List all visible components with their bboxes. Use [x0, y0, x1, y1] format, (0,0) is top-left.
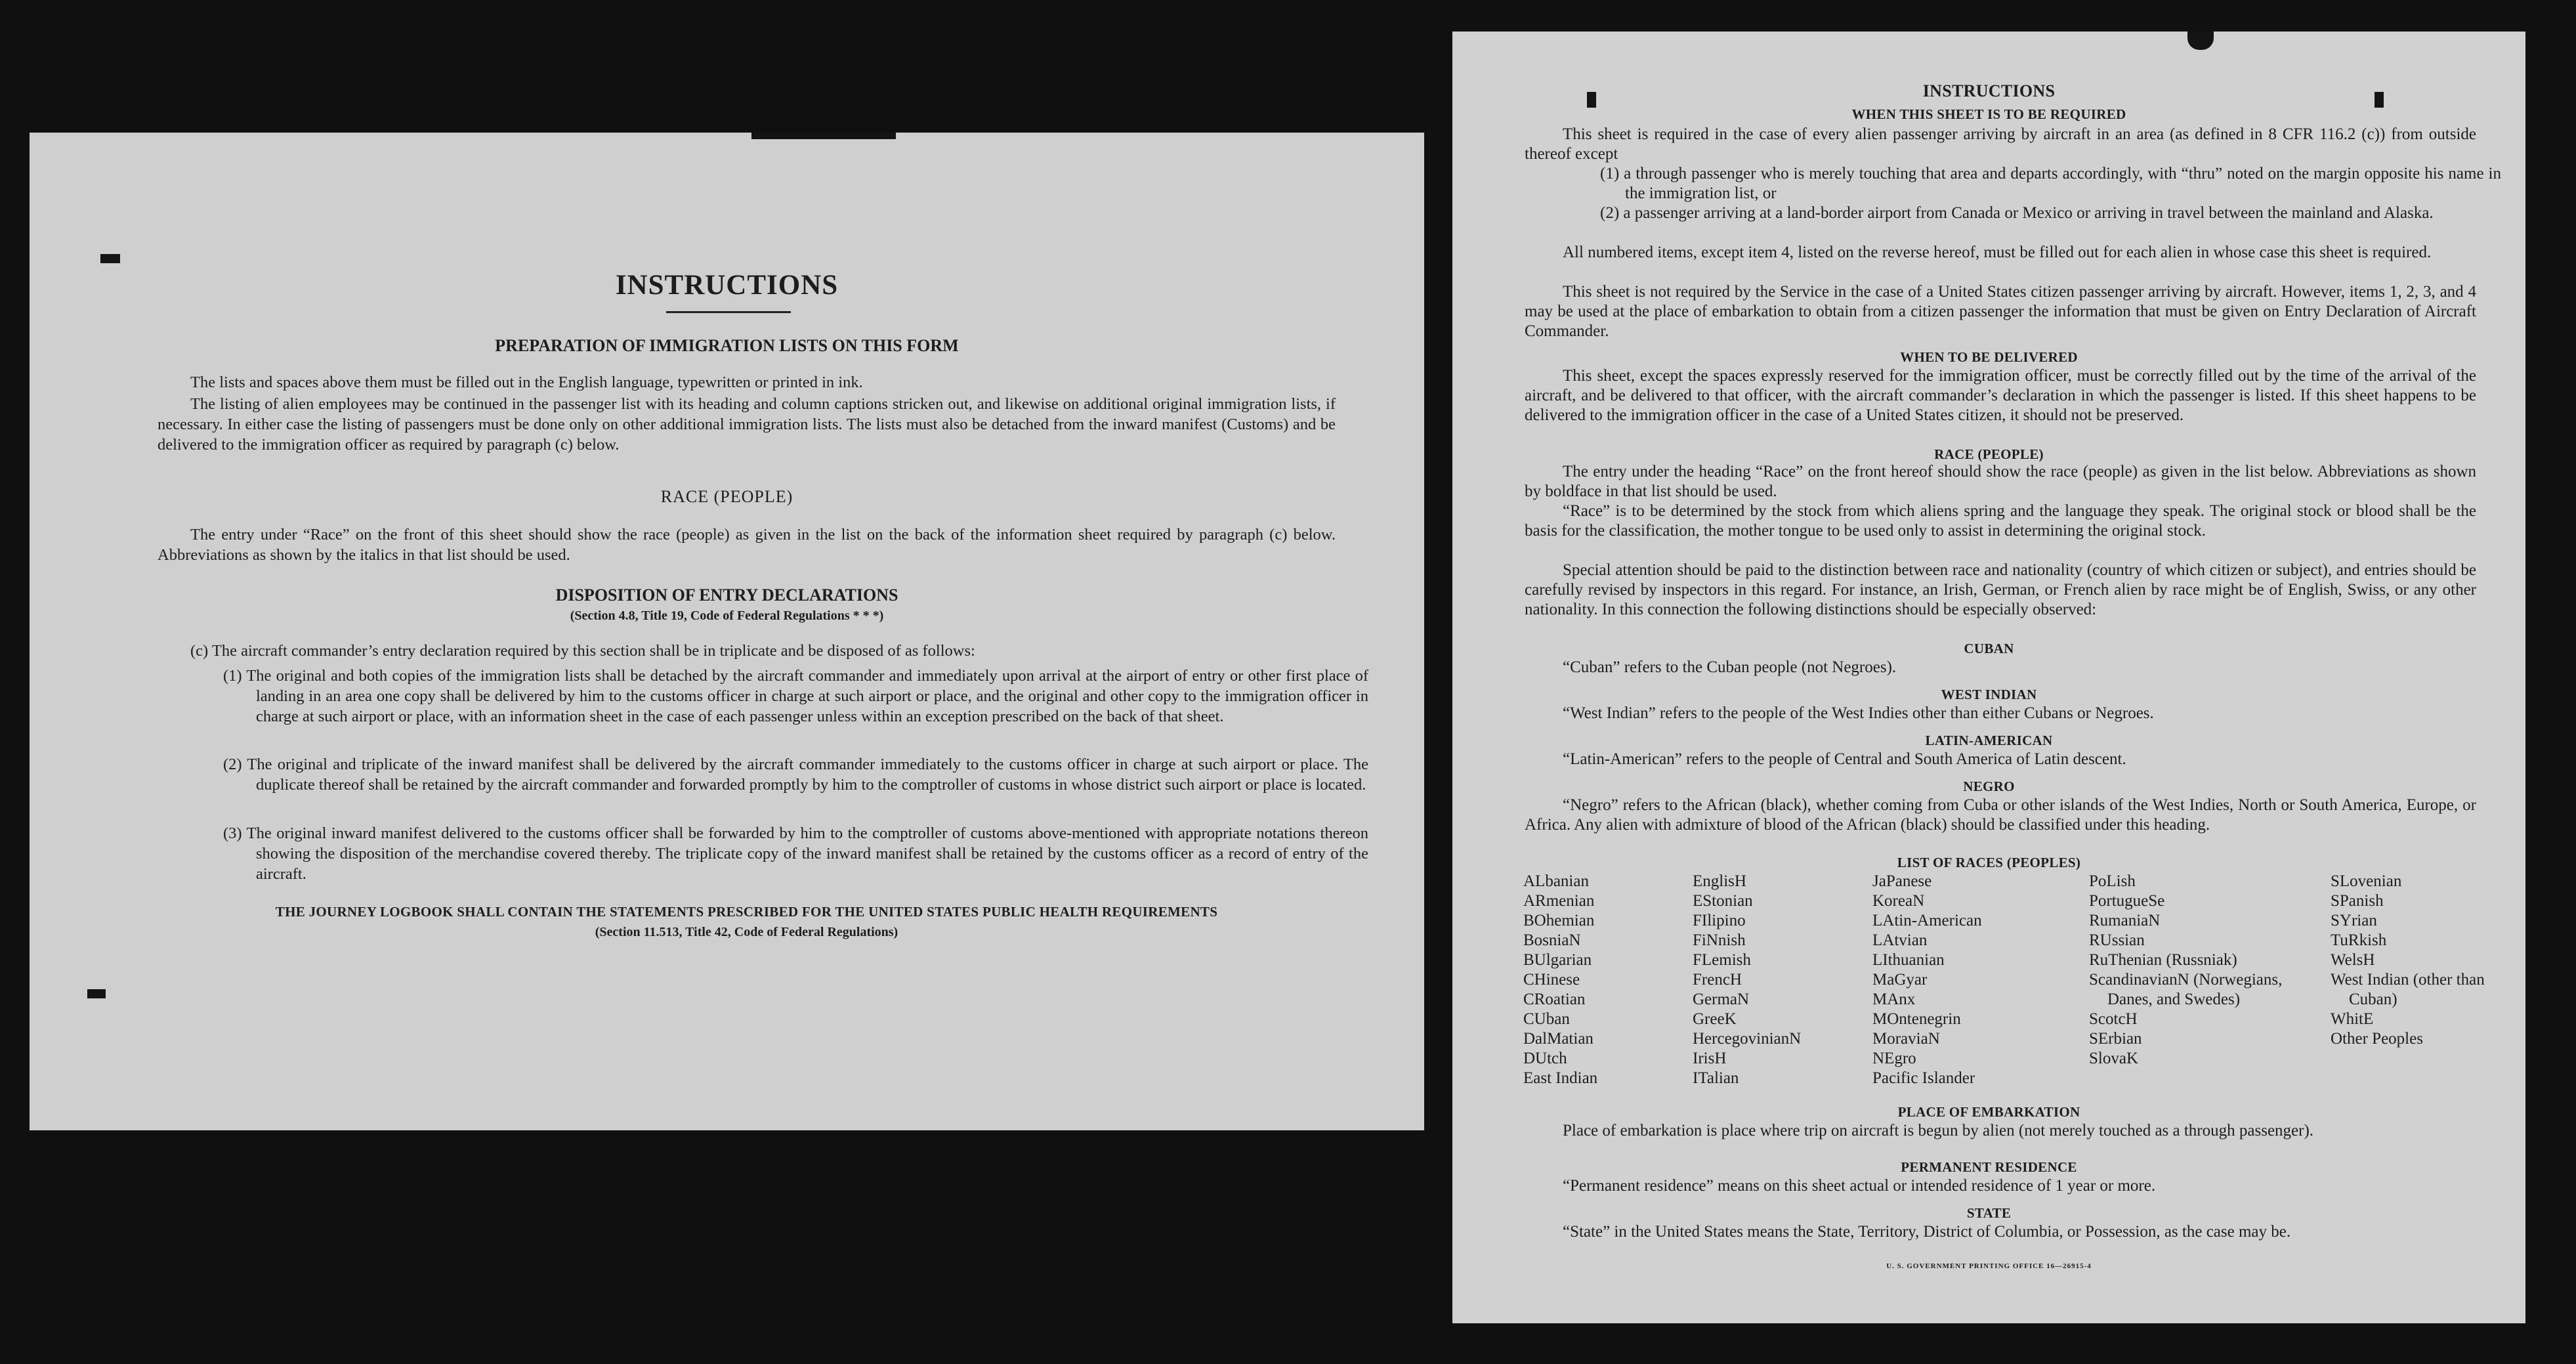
race-entry: EStonian — [1693, 892, 1753, 910]
race-entry: PoLish — [2089, 872, 2136, 890]
latin-american-heading: LATIN-AMERICAN — [1925, 733, 2053, 748]
race-entry: IrisH — [1693, 1050, 1727, 1067]
race-heading: RACE (PEOPLE) — [1934, 446, 2044, 462]
race-entry: SLovenian — [2331, 872, 2402, 890]
race-entry: PortugueSe — [2089, 892, 2165, 910]
race-entry: CUban — [1523, 1010, 1570, 1028]
required-item-1: (1) a through passenger who is merely touching that area and departs accordingly, with “thru” noted on the margin opposite his name in the immigration list, or — [1600, 165, 2501, 202]
prep-paragraph-1: The lists and spaces above them must be filled out in the English language, typewritten or printed in ink. — [190, 373, 863, 391]
race-entry: Other Peoples — [2331, 1030, 2423, 1048]
disposition-subheading: (Section 4.8, Title 19, Code of Federal Regulations * * *) — [570, 608, 884, 623]
right-title: INSTRUCTIONS — [1922, 81, 2056, 100]
prep-paragraph-2: The listing of alien employees may be continued in the passenger list with its heading and column captions stricken out, and likewise on additional original immigration lists, if necessary. In either case the listing of passengers must be done only on other additional immigration lists. The lists must also be detached from the inward manifest (Customs) and be delivered to the immigration officer as required by paragraph (c) below. — [158, 395, 1336, 454]
negro-heading: NEGRO — [1963, 778, 2015, 794]
required-paragraph-1: This sheet is required in the case of every alien passenger arriving by aircraft in an area (as defined in 8 CFR 116.2 (c)) from outside thereof except — [1525, 125, 2476, 163]
race-entry: Pacific Islander — [1872, 1069, 1975, 1087]
torn-edge — [2187, 32, 2214, 50]
race-paragraph-2: “Race” is to be determined by the stock from which aliens spring and the language they speak. The original stock or blood shall be the basis for the classification, the mother tongue to be used only to assist in determining the original stock. — [1525, 502, 2476, 540]
title-rule — [666, 311, 791, 313]
race-list-column-3 — [1872, 872, 2056, 1088]
race-entry: BUlgarian — [1523, 951, 1592, 969]
required-paragraph-3: This sheet is not required by the Service in the case of a United States citizen passenger arriving by aircraft. However, items 1, 2, 3, and 4 may be used at the place of embarkation to obtain from a citizen passenger the information that must be given on Entry Declaration of Aircraft Commander. — [1525, 283, 2476, 340]
race-entry: SPanish — [2331, 892, 2384, 910]
race-entry: ARmenian — [1523, 892, 1595, 910]
when-delivered-heading: WHEN TO BE DELIVERED — [1900, 349, 2078, 365]
race-entry: KoreaN — [1872, 892, 1925, 910]
punch-mark — [1587, 92, 1596, 108]
when-required-heading: WHEN THIS SHEET IS TO BE REQUIRED — [1851, 106, 2126, 122]
logbook-statement: THE JOURNEY LOGBOOK SHALL CONTAIN THE STATEMENTS PRESCRIBED FOR THE UNITED STATES PUBLIC HEALTH REQUIREMENTS — [275, 904, 1218, 920]
race-entry: SYrian — [2331, 912, 2377, 929]
race-entry: WelsH — [2331, 951, 2375, 969]
race-entry: East Indian — [1523, 1069, 1598, 1087]
left-instruction-sheet — [30, 133, 1424, 1130]
punch-mark — [2375, 92, 2384, 108]
race-entry: EnglisH — [1693, 872, 1746, 890]
race-paragraph: The entry under “Race” on the front of this sheet should show the race (people) as given in the list on the back of the information sheet required by paragraph (c) below. Abbreviations as shown by the italics in that list should be used. — [158, 526, 1336, 564]
race-entry: GermaN — [1693, 991, 1750, 1008]
cuban-paragraph: “Cuban” refers to the Cuban people (not Negroes). — [1563, 658, 1897, 676]
race-heading: RACE (PEOPLE) — [660, 487, 793, 506]
negro-paragraph: “Negro” refers to the African (black), whether coming from Cuba or other islands of the West Indies, North or South America, Europe, or Africa. Any alien with admixture of blood of the African (black) should be classified under this heading. — [1525, 796, 2476, 834]
race-entry: GreeK — [1693, 1010, 1737, 1028]
race-entry: NEgro — [1872, 1050, 1916, 1067]
race-entry: MaGyar — [1872, 971, 1928, 989]
race-entry: FiNnish — [1693, 931, 1746, 949]
race-entry: TuRkish — [2331, 931, 2387, 949]
race-entry: FLemish — [1693, 951, 1751, 969]
race-entry: RuThenian (Russniak) — [2089, 951, 2237, 969]
race-entry: West Indian (other than Cuban) — [2331, 971, 2485, 1008]
cuban-heading: CUBAN — [1964, 641, 2014, 656]
left-title: INSTRUCTIONS — [615, 270, 839, 301]
race-entry: BosniaN — [1523, 931, 1581, 949]
prep-heading: PREPARATION OF IMMIGRATION LISTS ON THIS FORM — [495, 336, 959, 355]
race-entry: ALbanian — [1523, 872, 1589, 890]
delivered-paragraph: This sheet, except the spaces expressly reserved for the immigration officer, must be correctly filled out by the time of the arrival of the aircraft, and be delivered to that officer, with the aircraft commander’s declaration in which the passenger is listed. If this sheet happens to be delivered to the immigration officer in the case of a United States citizen, it should not be preserved. — [1525, 367, 2476, 424]
race-entry: RUssian — [2089, 931, 2145, 949]
race-entry: HercegovinianN — [1693, 1030, 1802, 1048]
required-paragraph-2: All numbered items, except item 4, listed on the reverse hereof, must be filled out for each alien in whose case this sheet is required. — [1563, 244, 2432, 261]
race-entry: LIthuanian — [1872, 951, 1945, 969]
embarkation-heading: PLACE OF EMBARKATION — [1897, 1104, 2080, 1120]
race-list-column-4 — [2089, 872, 2299, 1069]
disposition-item-1: (1) The original and both copies of the immigration lists shall be detached by the aircraft commander and immediately upon arrival at the airport of entry or other first place of landing in an area one copy shall be delivered by him to the customs officer in charge at such airport or place, and the original and other copy to the immigration officer in charge at such airport or place, with an information sheet in the case of each passenger unless within an exception prescribed on the back of that sheet. — [223, 667, 1368, 725]
logbook-citation: (Section 11.513, Title 42, Code of Federal Regulations) — [595, 925, 898, 939]
race-entry: WhitE — [2331, 1010, 2374, 1028]
printing-office-footer: U. S. GOVERNMENT PRINTING OFFICE 16—26915-4 — [1886, 1262, 2092, 1270]
state-paragraph: “State” in the United States means the State, Territory, District of Columbia, or Possession, as the case may be. — [1563, 1223, 2291, 1241]
race-entry: BOhemian — [1523, 912, 1595, 929]
race-entry: ScotcH — [2089, 1010, 2138, 1028]
race-list-column-5 — [2331, 872, 2488, 1049]
race-entry: MoraviaN — [1872, 1030, 1940, 1048]
west-indian-paragraph: “West Indian” refers to the people of the West Indies other than either Cubans or Negroes. — [1563, 704, 2154, 722]
race-entry: DUtch — [1523, 1050, 1567, 1067]
race-entry: MAnx — [1872, 991, 1916, 1008]
race-entry: ITalian — [1693, 1069, 1739, 1087]
permanent-residence-heading: PERMANENT RESIDENCE — [1901, 1159, 2077, 1175]
punch-mark — [87, 989, 106, 998]
race-entry: MOntenegrin — [1872, 1010, 1961, 1028]
race-entry: FrencH — [1693, 971, 1742, 989]
race-paragraph-3: Special attention should be paid to the distinction between race and nationality (country of which citizen or subject), and entries should be carefully revised by inspectors in this regard. For instance, an Irish, German, or French alien by race might be of English, Swiss, or any other nationality. In this connection the following distinctions should be especially observed: — [1525, 561, 2476, 618]
race-entry: SErbian — [2089, 1030, 2142, 1048]
latin-american-paragraph: “Latin-American” refers to the people of Central and South America of Latin descent. — [1563, 750, 2126, 768]
race-entry: RumaniaN — [2089, 912, 2161, 929]
embarkation-paragraph: Place of embarkation is place where trip on aircraft is begun by alien (not merely touched as a through passenger). — [1563, 1122, 2314, 1140]
race-list-column-2 — [1693, 872, 1857, 1088]
race-list-column-1 — [1523, 872, 1687, 1088]
right-instruction-sheet — [1452, 32, 2525, 1323]
torn-edge — [751, 133, 896, 139]
west-indian-heading: WEST INDIAN — [1941, 687, 2037, 702]
disposition-intro: (c) The aircraft commander’s entry declaration required by this section shall be in triplicate and be disposed of as follows: — [190, 642, 975, 660]
race-entry: LAtin-American — [1872, 912, 1982, 929]
race-entry: SlovaK — [2089, 1050, 2138, 1067]
race-entry: CHinese — [1523, 971, 1580, 989]
punch-mark — [100, 254, 120, 263]
race-list — [1523, 872, 2488, 1095]
race-list-heading: LIST OF RACES (PEOPLES) — [1897, 855, 2081, 870]
race-entry: ScandinavianN (Norwegians, Danes, and Swedes) — [2089, 971, 2283, 1008]
disposition-item-2: (2) The original and triplicate of the inward manifest shall be delivered by the aircraft commander immediately to the customs officer in charge at such airport or place. The duplicate thereof shall be retained by the aircraft commander and forwarded promptly by him to the comptroller of customs in whose district such airport or place is located. — [223, 756, 1368, 794]
race-entry: FIlipino — [1693, 912, 1746, 929]
race-entry: DalMatian — [1523, 1030, 1594, 1048]
race-entry: JaPanese — [1872, 872, 1932, 890]
permanent-residence-paragraph: “Permanent residence” means on this sheet actual or intended residence of 1 year or more. — [1563, 1177, 2156, 1195]
race-paragraph-1: The entry under the heading “Race” on the front hereof should show the race (people) as given in the list below. Abbreviations as shown by boldface in that list should be used. — [1525, 463, 2476, 500]
state-heading: STATE — [1966, 1205, 2012, 1221]
race-entry: LAtvian — [1872, 931, 1928, 949]
required-item-2: (2) a passenger arriving at a land-border airport from Canada or Mexico or arriving in travel between the mainland and Alaska. — [1600, 204, 2434, 222]
race-entry: CRoatian — [1523, 991, 1586, 1008]
disposition-item-3: (3) The original inward manifest delivered to the customs officer shall be forwarded by him to the comptroller of customs above-mentioned with appropriate notations thereon showing the disposition of the merchandise covered thereby. The triplicate copy of the inward manifest shall be retained by the customs officer as a record of entry of the aircraft. — [223, 824, 1368, 883]
disposition-heading: DISPOSITION OF ENTRY DECLARATIONS — [555, 586, 898, 605]
